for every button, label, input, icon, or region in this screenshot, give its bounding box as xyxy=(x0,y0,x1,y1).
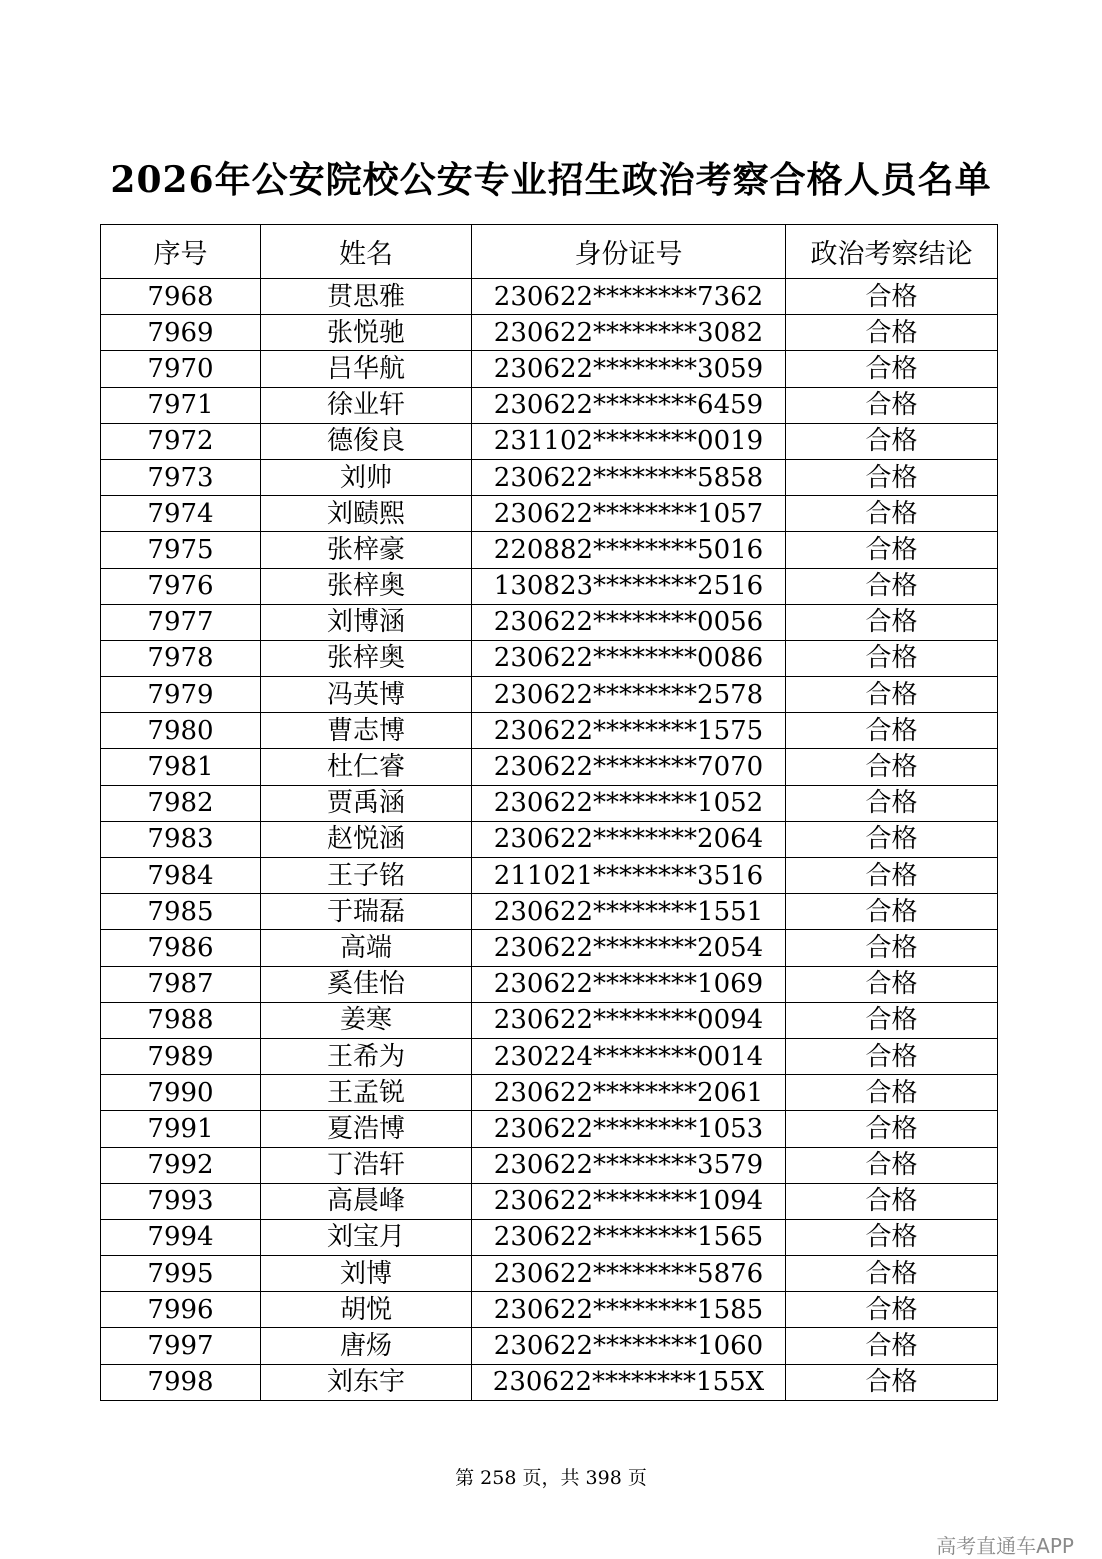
table-row xyxy=(101,1147,998,1183)
cell-name: 徐业轩 xyxy=(261,387,472,423)
cell-serial: 7971 xyxy=(101,387,261,423)
cell-conclusion: 合格 xyxy=(786,1183,998,1219)
cell-serial: 7976 xyxy=(101,568,261,604)
cell-name: 贯思雅 xyxy=(261,279,472,315)
cell-serial: 7972 xyxy=(101,423,261,459)
cell-name: 刘赜熙 xyxy=(261,496,472,532)
cell-id-number: 230622********7362 xyxy=(472,279,786,315)
cell-conclusion: 合格 xyxy=(786,387,998,423)
cell-conclusion: 合格 xyxy=(786,1256,998,1292)
cell-id-number: 230622********3082 xyxy=(472,315,786,351)
cell-id-number: 230622********1094 xyxy=(472,1183,786,1219)
cell-conclusion: 合格 xyxy=(786,1328,998,1364)
cell-conclusion: 合格 xyxy=(786,459,998,495)
cell-conclusion: 合格 xyxy=(786,640,998,676)
cell-name: 刘宝月 xyxy=(261,1219,472,1255)
watermark: 高考直通车APP xyxy=(936,1534,1074,1558)
cell-id-number: 230622********0086 xyxy=(472,640,786,676)
table-row xyxy=(101,785,998,821)
cell-conclusion: 合格 xyxy=(786,1219,998,1255)
cell-serial: 7987 xyxy=(101,966,261,1002)
cell-name: 德俊良 xyxy=(261,423,472,459)
cell-conclusion: 合格 xyxy=(786,966,998,1002)
cell-id-number: 230622********1551 xyxy=(472,894,786,930)
cell-name: 刘博 xyxy=(261,1256,472,1292)
cell-serial: 7973 xyxy=(101,459,261,495)
cell-serial: 7994 xyxy=(101,1219,261,1255)
table-row xyxy=(101,568,998,604)
document-title: 2026年公安院校公安专业招生政治考察合格人员名单 xyxy=(110,159,992,201)
cell-id-number: 230622********3059 xyxy=(472,351,786,387)
cell-serial: 7986 xyxy=(101,930,261,966)
table-row xyxy=(101,1038,998,1074)
cell-serial: 7988 xyxy=(101,1002,261,1038)
cell-name: 夏浩博 xyxy=(261,1111,472,1147)
table-row xyxy=(101,713,998,749)
cell-conclusion: 合格 xyxy=(786,930,998,966)
cell-name: 王孟锐 xyxy=(261,1075,472,1111)
cell-conclusion: 合格 xyxy=(786,1111,998,1147)
table-row xyxy=(101,1075,998,1111)
table-row xyxy=(101,351,998,387)
cell-conclusion: 合格 xyxy=(786,785,998,821)
cell-conclusion: 合格 xyxy=(786,749,998,785)
cell-serial: 7974 xyxy=(101,496,261,532)
cell-conclusion: 合格 xyxy=(786,279,998,315)
cell-serial: 7991 xyxy=(101,1111,261,1147)
cell-name: 王子铭 xyxy=(261,858,472,894)
cell-name: 奚佳怡 xyxy=(261,966,472,1002)
cell-id-number: 230622********1060 xyxy=(472,1328,786,1364)
cell-serial: 7968 xyxy=(101,279,261,315)
cell-id-number: 230622********7070 xyxy=(472,749,786,785)
cell-conclusion: 合格 xyxy=(786,1292,998,1328)
table-row xyxy=(101,459,998,495)
cell-serial: 7993 xyxy=(101,1183,261,1219)
table-row xyxy=(101,930,998,966)
cell-conclusion: 合格 xyxy=(786,604,998,640)
cell-id-number: 230622********3579 xyxy=(472,1147,786,1183)
cell-serial: 7979 xyxy=(101,677,261,713)
roster-table xyxy=(100,224,998,1401)
cell-id-number: 230622********1585 xyxy=(472,1292,786,1328)
cell-id-number: 230622********0094 xyxy=(472,1002,786,1038)
cell-conclusion: 合格 xyxy=(786,894,998,930)
cell-conclusion: 合格 xyxy=(786,713,998,749)
cell-serial: 7989 xyxy=(101,1038,261,1074)
cell-id-number: 230622********5858 xyxy=(472,459,786,495)
table-row xyxy=(101,387,998,423)
cell-id-number: 230622********1575 xyxy=(472,713,786,749)
cell-serial: 7981 xyxy=(101,749,261,785)
cell-name: 吕华航 xyxy=(261,351,472,387)
cell-id-number: 230622********5876 xyxy=(472,1256,786,1292)
cell-conclusion: 合格 xyxy=(786,1038,998,1074)
cell-name: 高端 xyxy=(261,930,472,966)
cell-name: 张梓奥 xyxy=(261,568,472,604)
cell-id-number: 230622********2061 xyxy=(472,1075,786,1111)
table-row xyxy=(101,1292,998,1328)
cell-name: 胡悦 xyxy=(261,1292,472,1328)
cell-name: 高晨峰 xyxy=(261,1183,472,1219)
cell-conclusion: 合格 xyxy=(786,1147,998,1183)
cell-name: 贾禹涵 xyxy=(261,785,472,821)
cell-id-number: 230622********1069 xyxy=(472,966,786,1002)
cell-id-number: 230622********2064 xyxy=(472,821,786,857)
table-row xyxy=(101,1256,998,1292)
table-row xyxy=(101,640,998,676)
table-row xyxy=(101,279,998,315)
cell-id-number: 130823********2516 xyxy=(472,568,786,604)
cell-id-number: 230622********155X xyxy=(472,1364,786,1400)
cell-conclusion: 合格 xyxy=(786,858,998,894)
header-name: 姓名 xyxy=(261,225,472,279)
table-row xyxy=(101,894,998,930)
cell-id-number: 230622********1565 xyxy=(472,1219,786,1255)
cell-serial: 7969 xyxy=(101,315,261,351)
table-row xyxy=(101,1002,998,1038)
cell-id-number: 230622********1052 xyxy=(472,785,786,821)
cell-conclusion: 合格 xyxy=(786,1075,998,1111)
cell-serial: 7980 xyxy=(101,713,261,749)
cell-conclusion: 合格 xyxy=(786,423,998,459)
cell-id-number: 230622********6459 xyxy=(472,387,786,423)
cell-name: 刘博涵 xyxy=(261,604,472,640)
cell-name: 张梓奥 xyxy=(261,640,472,676)
cell-serial: 7978 xyxy=(101,640,261,676)
table-header-row xyxy=(101,225,998,279)
cell-name: 姜寒 xyxy=(261,1002,472,1038)
cell-name: 刘东宇 xyxy=(261,1364,472,1400)
cell-serial: 7975 xyxy=(101,532,261,568)
header-conclusion: 政治考察结论 xyxy=(786,225,998,279)
table-row xyxy=(101,1219,998,1255)
cell-name: 唐炀 xyxy=(261,1328,472,1364)
cell-id-number: 230622********1053 xyxy=(472,1111,786,1147)
page-footer: 第 258 页，共 398 页 xyxy=(455,1467,647,1489)
cell-name: 丁浩轩 xyxy=(261,1147,472,1183)
table-row xyxy=(101,677,998,713)
cell-serial: 7990 xyxy=(101,1075,261,1111)
cell-name: 张悦驰 xyxy=(261,315,472,351)
header-id-number: 身份证号 xyxy=(472,225,786,279)
cell-serial: 7984 xyxy=(101,858,261,894)
cell-conclusion: 合格 xyxy=(786,1364,998,1400)
cell-serial: 7996 xyxy=(101,1292,261,1328)
cell-serial: 7997 xyxy=(101,1328,261,1364)
cell-id-number: 230622********1057 xyxy=(472,496,786,532)
cell-conclusion: 合格 xyxy=(786,351,998,387)
table-body xyxy=(101,279,998,1401)
table-row xyxy=(101,1183,998,1219)
table-row xyxy=(101,966,998,1002)
cell-id-number: 220882********5016 xyxy=(472,532,786,568)
cell-name: 赵悦涵 xyxy=(261,821,472,857)
cell-serial: 7985 xyxy=(101,894,261,930)
cell-id-number: 211021********3516 xyxy=(472,858,786,894)
cell-id-number: 230622********2578 xyxy=(472,677,786,713)
cell-name: 曹志博 xyxy=(261,713,472,749)
cell-conclusion: 合格 xyxy=(786,532,998,568)
cell-serial: 7977 xyxy=(101,604,261,640)
header-serial: 序号 xyxy=(101,225,261,279)
cell-name: 刘帅 xyxy=(261,459,472,495)
cell-serial: 7992 xyxy=(101,1147,261,1183)
table-row xyxy=(101,315,998,351)
cell-id-number: 230224********0014 xyxy=(472,1038,786,1074)
cell-conclusion: 合格 xyxy=(786,1002,998,1038)
cell-conclusion: 合格 xyxy=(786,496,998,532)
cell-conclusion: 合格 xyxy=(786,821,998,857)
table-row xyxy=(101,532,998,568)
cell-name: 冯英博 xyxy=(261,677,472,713)
cell-conclusion: 合格 xyxy=(786,315,998,351)
cell-name: 杜仁睿 xyxy=(261,749,472,785)
cell-serial: 7998 xyxy=(101,1364,261,1400)
cell-name: 于瑞磊 xyxy=(261,894,472,930)
cell-serial: 7983 xyxy=(101,821,261,857)
table-row xyxy=(101,1111,998,1147)
cell-serial: 7982 xyxy=(101,785,261,821)
table-row xyxy=(101,423,998,459)
cell-name: 张梓豪 xyxy=(261,532,472,568)
table-row xyxy=(101,821,998,857)
cell-conclusion: 合格 xyxy=(786,677,998,713)
cell-serial: 7970 xyxy=(101,351,261,387)
table-row xyxy=(101,858,998,894)
cell-id-number: 231102********0019 xyxy=(472,423,786,459)
cell-name: 王希为 xyxy=(261,1038,472,1074)
table-row xyxy=(101,1364,998,1400)
cell-conclusion: 合格 xyxy=(786,568,998,604)
table-row xyxy=(101,749,998,785)
cell-id-number: 230622********0056 xyxy=(472,604,786,640)
table-row xyxy=(101,1328,998,1364)
cell-id-number: 230622********2054 xyxy=(472,930,786,966)
table-row xyxy=(101,604,998,640)
cell-serial: 7995 xyxy=(101,1256,261,1292)
table-row xyxy=(101,496,998,532)
